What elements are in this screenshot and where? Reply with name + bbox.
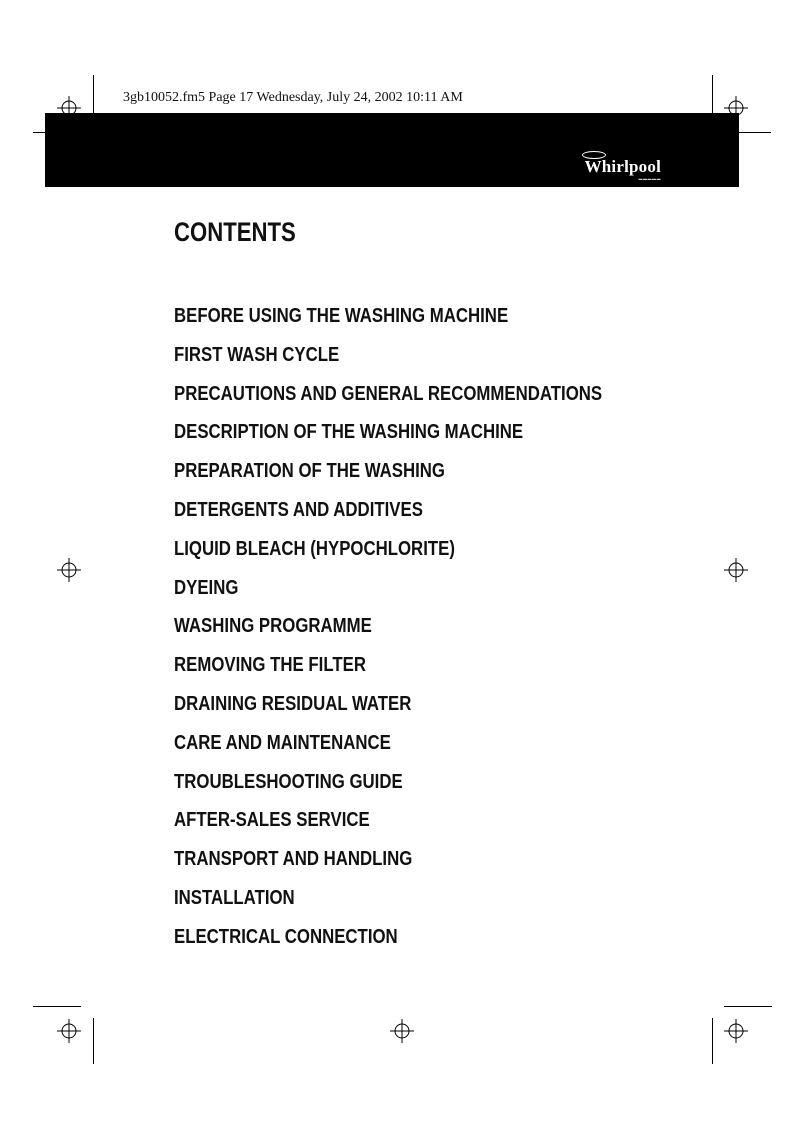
list-item: ELECTRICAL CONNECTION bbox=[174, 925, 398, 948]
crop-mark-top-right-vertical bbox=[712, 75, 713, 113]
list-item: DETERGENTS AND ADDITIVES bbox=[174, 498, 423, 521]
crop-mark-bottom-right-horizontal bbox=[724, 1006, 772, 1007]
header-band bbox=[45, 113, 739, 187]
logo-tagline-icon: ▬▬▬▬▬ bbox=[638, 176, 661, 181]
print-slug: 3gb10052.fm5 Page 17 Wednesday, July 24, 2002 10:11 AM bbox=[123, 90, 463, 105]
registration-mark-icon bbox=[57, 558, 81, 582]
crop-mark-bottom-right-vertical bbox=[712, 1018, 713, 1064]
list-item: INSTALLATION bbox=[174, 886, 295, 909]
list-item: WASHING PROGRAMME bbox=[174, 615, 372, 638]
list-item: FIRST WASH CYCLE bbox=[174, 343, 340, 366]
logo-swoosh-icon bbox=[582, 151, 606, 159]
registration-mark-icon bbox=[390, 1019, 414, 1043]
page-title: CONTENTS bbox=[174, 217, 296, 247]
registration-mark-icon bbox=[57, 96, 81, 120]
list-item: BEFORE USING THE WASHING MACHINE bbox=[174, 305, 509, 327]
crop-mark-bottom-left-vertical bbox=[93, 1018, 94, 1064]
whirlpool-logo-icon bbox=[584, 157, 661, 181]
list-item: DRAINING RESIDUAL WATER bbox=[174, 692, 412, 715]
list-item: PREPARATION OF THE WASHING bbox=[174, 460, 445, 483]
brand-name: Whirlpool bbox=[584, 157, 661, 176]
list-item: DYEING bbox=[174, 576, 239, 599]
list-item: PRECAUTIONS AND GENERAL RECOMMENDATIONS bbox=[174, 382, 603, 405]
crop-mark-top-left-vertical bbox=[93, 75, 94, 113]
crop-mark-top-right-horizontal bbox=[739, 132, 771, 133]
list-item: TROUBLESHOOTING GUIDE bbox=[174, 770, 403, 793]
crop-mark-bottom-left-horizontal bbox=[33, 1006, 81, 1007]
list-item: CARE AND MAINTENANCE bbox=[174, 731, 391, 754]
contents-list bbox=[174, 303, 684, 963]
registration-mark-icon bbox=[57, 1019, 81, 1043]
registration-mark-icon bbox=[724, 1019, 748, 1043]
list-item: REMOVING THE FILTER bbox=[174, 654, 366, 677]
list-item: DESCRIPTION OF THE WASHING MACHINE bbox=[174, 421, 524, 444]
registration-mark-icon bbox=[724, 558, 748, 582]
list-item: TRANSPORT AND HANDLING bbox=[174, 848, 413, 871]
registration-mark-icon bbox=[724, 96, 748, 120]
list-item: AFTER-SALES SERVICE bbox=[174, 809, 370, 832]
crop-mark-top-left-horizontal bbox=[33, 132, 45, 133]
list-item: LIQUID BLEACH (HYPOCHLORITE) bbox=[174, 537, 455, 560]
